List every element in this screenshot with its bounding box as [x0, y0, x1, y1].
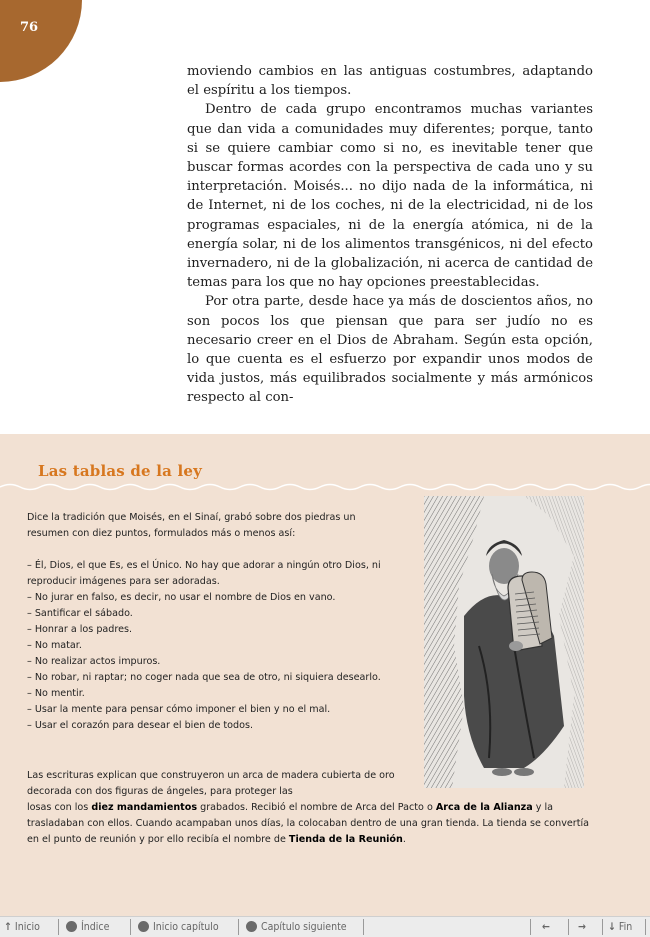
nav-inicio-capitulo[interactable]	[138, 917, 219, 937]
paragraph: moviendo cambios en las antiguas costumbres, adaptando el espíritu a los tiempos.	[187, 64, 593, 99]
nav-divider	[568, 919, 569, 935]
arrow-right-icon: →	[578, 921, 586, 933]
box-title: Las tablas de la ley	[38, 462, 203, 480]
bottom-nav	[0, 916, 650, 937]
arrow-up-icon: ↑	[4, 921, 12, 933]
commandment: – No matar.	[27, 640, 82, 651]
closing-part: y la trasladaban con ellos. Cuando acampaban unos días, la colocaban dentro de una gran tienda. La tienda se convertía en el punto de reunión y por ello recibía el nombre de	[27, 802, 590, 845]
closing-part: losas con los	[27, 802, 92, 813]
circle-icon	[138, 921, 149, 932]
nav-fin[interactable]	[608, 917, 632, 937]
circle-icon	[246, 921, 257, 932]
arrow-down-icon: ↓	[608, 921, 616, 933]
wave-divider	[0, 482, 650, 492]
commandment: – No robar, ni raptar; no coger nada que sea de otro, ni siquiera desearlo.	[27, 672, 381, 683]
commandment: – Él, Dios, el que Es, es el Único. No hay que adorar a ningún otro Dios, ni reproducir imágenes para ser adoradas.	[27, 560, 381, 587]
nav-divider	[58, 919, 59, 935]
closing-part: .	[402, 834, 406, 845]
nav-fin-label: Fin	[618, 921, 633, 933]
nav-capitulo-siguiente-label: Capítulo siguiente	[261, 921, 347, 933]
bold-term: diez mandamientos	[91, 802, 198, 813]
page-number-tab	[0, 0, 82, 82]
nav-previous-button[interactable]	[542, 917, 550, 937]
nav-capitulo-siguiente[interactable]	[246, 917, 347, 937]
commandment: – No mentir.	[27, 688, 85, 699]
nav-divider	[530, 919, 531, 935]
commandment: – Usar la mente para pensar cómo imponer el bien y no el mal.	[27, 704, 331, 715]
nav-indice[interactable]	[66, 917, 109, 937]
arrow-left-icon: ←	[542, 921, 550, 933]
nav-divider	[602, 919, 603, 935]
nav-divider	[645, 919, 646, 935]
nav-inicio[interactable]	[4, 917, 40, 937]
nav-divider	[363, 919, 364, 935]
moses-illustration	[424, 496, 584, 788]
bold-term: Tienda de la Reunión	[288, 834, 403, 845]
page-number: 76	[20, 20, 39, 35]
nav-next-button[interactable]	[578, 917, 586, 937]
nav-inicio-capitulo-label: Inicio capítulo	[153, 921, 219, 933]
bold-term: Arca de la Alianza	[435, 802, 533, 813]
nav-divider	[130, 919, 131, 935]
nav-divider	[238, 919, 239, 935]
nav-indice-label: Índice	[81, 921, 110, 933]
closing-part: grabados. Recibió el nombre de Arca del Pacto o	[197, 802, 436, 813]
box-text	[27, 510, 399, 734]
paragraph: Dentro de cada grupo encontramos muchas variantes que dan vida a comunidades muy diferentes; porque, tanto si se quiere cambiar como si no, es inevitable tener que buscar formas acordes con la perspectiva de cada uno y su interpretación. Moisés... no dijo nada de la informática, ni de Internet, ni de los coches, ni de la electricidad, ni de los programas espaciales, ni de la energía atómica, ni de la energía solar, ni de los alimentos transgénicos, ni del efecto invernadero, ni de la globalización, ni acerca de cantidad de temas para los que no hay opciones preestablecidas.	[187, 102, 593, 291]
circle-icon	[66, 921, 77, 932]
commandment: – No realizar actos impuros.	[27, 656, 161, 667]
commandment: – Santificar el sábado.	[27, 608, 133, 619]
closing-line: Las escrituras explican que construyeron un arca de madera cubierta de oro decorada con dos figuras de ángeles, para proteger las	[27, 770, 395, 797]
main-text	[187, 62, 593, 408]
intro-text: Dice la tradición que Moisés, en el Sinaí, grabó sobre dos piedras un resumen con diez puntos, formulados más o menos así:	[27, 512, 356, 539]
nav-inicio-label: Inicio	[14, 921, 40, 933]
commandment: – Honrar a los padres.	[27, 624, 133, 635]
commandment: – No jurar en falso, es decir, no usar el nombre de Dios en vano.	[27, 592, 336, 603]
commandment: – Usar el corazón para desear el bien de todos.	[27, 720, 254, 731]
paragraph: Por otra parte, desde hace ya más de doscientos años, no son pocos los que piensan que para ser judío no es necesario creer en el Dios de Abraham. Según esta opción, lo que cuenta es el esfuerzo por expandir unos modos de vida justos, más equilibrados socialmente y más armónicos respecto al con-	[187, 294, 593, 406]
